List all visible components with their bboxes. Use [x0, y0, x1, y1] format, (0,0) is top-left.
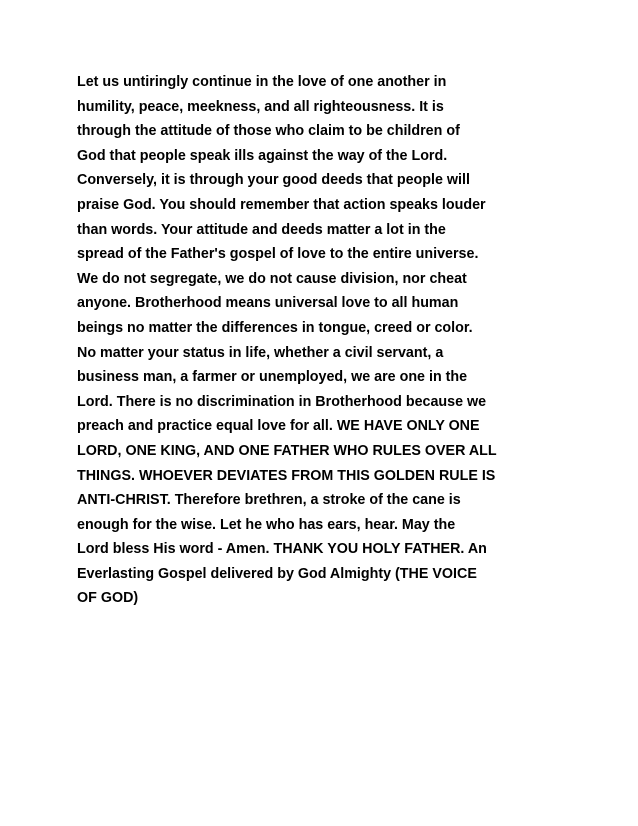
paragraph-line: Lord bless His word - Amen. THANK YOU HOLY FATHER. An — [77, 541, 487, 558]
paragraph-line: THINGS. WHOEVER DEVIATES FROM THIS GOLDEN RULE IS — [77, 467, 496, 484]
paragraph-line: beings no matter the differences in tongue, creed or color. — [77, 319, 473, 336]
paragraph-line: Let us untiringly continue in the love of one another in — [77, 74, 447, 90]
paragraph-line: anyone. Brotherhood means universal love to all human — [77, 295, 459, 312]
paragraph-line: Conversely, it is through your good deeds that people will — [77, 172, 470, 189]
paragraph-line: praise God. You should remember that action speaks louder — [77, 196, 486, 213]
paragraph-line: ANTI-CHRIST. Therefore brethren, a stroke of the cane is — [77, 492, 461, 509]
paragraph-line: enough for the wise. Let he who has ears, hear. May the — [77, 516, 456, 533]
paragraph-line: Lord. There is no discrimination in Brotherhood because we — [77, 393, 487, 410]
paragraph-line: spread of the Father's gospel of love to the entire universe. — [77, 246, 479, 263]
paragraph-line: business man, a farmer or unemployed, we are one in the — [77, 369, 468, 386]
paragraph-line: than words. Your attitude and deeds matter a lot in the — [77, 221, 446, 238]
paragraph-line: LORD, ONE KING, AND ONE FATHER WHO RULES OVER ALL — [77, 442, 497, 459]
body-paragraph — [77, 70, 567, 611]
paragraph-line: We do not segregate, we do not cause division, nor cheat — [77, 270, 467, 287]
paragraph-line: through the attitude of those who claim to be children of — [77, 123, 460, 140]
paragraph-line: OF GOD) — [77, 590, 139, 607]
paragraph-line: Everlasting Gospel delivered by God Almighty (THE VOICE — [77, 565, 477, 582]
paragraph-line: God that people speak ills against the way of the Lord. — [77, 147, 448, 164]
paragraph-line: No matter your status in life, whether a civil servant, a — [77, 344, 444, 361]
paragraph-line: humility, peace, meekness, and all righteousness. It is — [77, 98, 444, 115]
paragraph-line: preach and practice equal love for all. WE HAVE ONLY ONE — [77, 418, 480, 435]
